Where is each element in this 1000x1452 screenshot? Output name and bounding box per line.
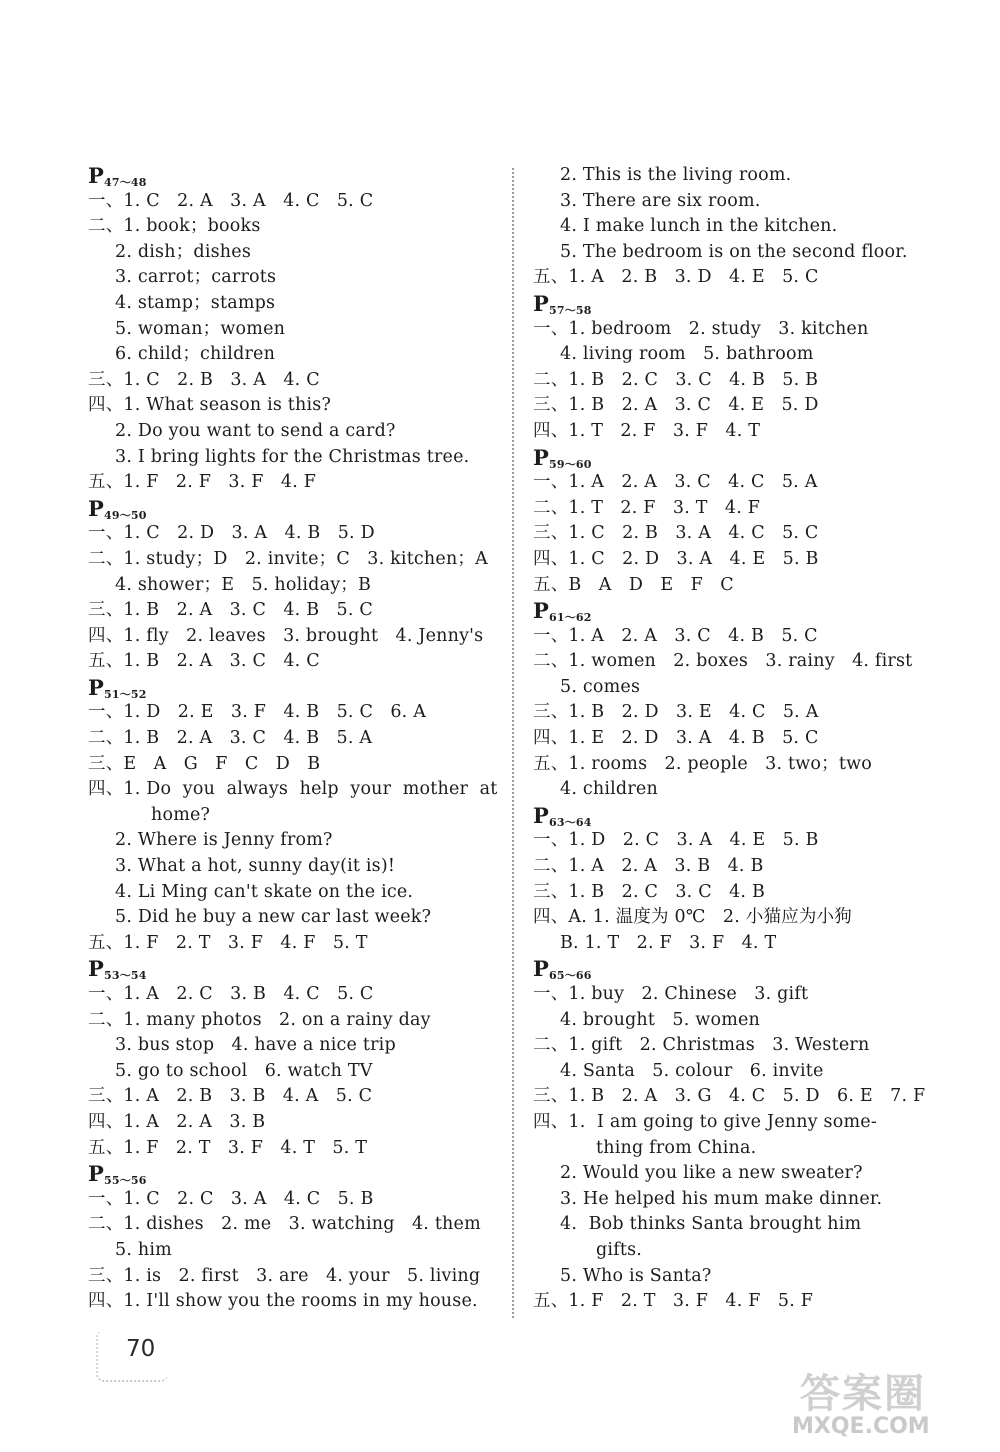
answer-line: 6. child；children: [115, 344, 276, 365]
page-range-numbers: 51～52: [104, 687, 147, 701]
watermark-logo: [792, 1362, 992, 1448]
answer-line: 4. brought 5. women: [560, 1009, 761, 1030]
answer-line: 4. shower；E 5. holiday；B: [115, 574, 372, 595]
answer-line: 五、1. F 2. T 3. F 4. T 5. T: [88, 1137, 368, 1158]
answer-line: 一、1. A 2. A 3. C 4. C 5. A: [533, 472, 818, 493]
page-range-prefix: P: [533, 598, 549, 624]
watermark-url: MXQE.COM: [792, 1414, 930, 1439]
answer-line: 四、1. I am going to give Jenny some-: [533, 1111, 877, 1132]
answer-line: 四、1. E 2. D 3. A 4. B 5. C: [533, 728, 819, 749]
answer-line: 一、1. A 2. C 3. B 4. C 5. C: [88, 984, 374, 1004]
page-range-numbers: 53～54: [104, 969, 147, 983]
page-number: 70: [126, 1336, 156, 1362]
answer-line: 二、1. A 2. A 3. B 4. B: [533, 856, 764, 877]
answer-line: 4. I make lunch in the kitchen.: [560, 216, 838, 237]
answer-line: 三、1. is 2. first 3. are 4. your 5. living: [88, 1265, 481, 1286]
answer-line: gifts.: [596, 1239, 643, 1260]
answer-line: 四、1. What season is this?: [88, 395, 332, 416]
page-range-heading: [533, 598, 963, 624]
answer-line: 一、1. C 2. D 3. A 4. B 5. D: [88, 523, 375, 544]
answer-line: 二、1. many photos 2. on a rainy day: [88, 1009, 431, 1030]
answer-line: 3. carrot；carrots: [115, 267, 277, 288]
answer-line: 五、1. F 2. F 3. F 4. F: [88, 472, 317, 493]
answer-line: 5. go to school 6. watch TV: [115, 1060, 373, 1081]
answer-line: 2. dish；dishes: [115, 241, 251, 262]
answer-line: 四、1. I'll show you the rooms in my house.: [88, 1291, 478, 1312]
answer-line: 四、A. 1. 温度为 0℃ 2. 小猫应为小狗: [533, 907, 852, 928]
page-range-prefix: P: [88, 674, 104, 700]
answer-line: 4. Li Ming can't skate on the ice.: [115, 881, 414, 902]
answer-line: 5. Who is Santa?: [560, 1265, 712, 1286]
left-answer-column: [88, 163, 508, 1315]
page-range-prefix: P: [88, 956, 104, 982]
page-range-prefix: P: [88, 495, 104, 521]
answer-line: 五、1. B 2. A 3. C 4. C: [88, 651, 320, 672]
answer-line: thing from China.: [596, 1137, 757, 1158]
page-range-heading: [88, 956, 508, 982]
answer-line: 四、1. Do you always help your mother at: [88, 779, 498, 800]
answer-line: 四、1. T 2. F 3. F 4. T: [533, 420, 761, 441]
answer-line: 五、1. A 2. B 3. D 4. E 5. C: [533, 267, 819, 288]
page-range-numbers: 55～56: [104, 1174, 147, 1188]
answer-line: 三、1. B 2. A 3. C 4. B 5. C: [88, 600, 373, 621]
answer-line: 3. bus stop 4. have a nice trip: [115, 1035, 396, 1056]
column-divider: [512, 168, 514, 1318]
page-range-prefix: P: [533, 802, 549, 828]
answer-line: 5. woman；women: [115, 318, 286, 339]
page-range-prefix: P: [88, 1161, 104, 1187]
answer-line: 4. Santa 5. colour 6. invite: [560, 1060, 824, 1081]
page-range-numbers: 63～64: [549, 815, 592, 829]
answer-line: 5. comes: [560, 676, 641, 697]
right-answer-column: [533, 163, 963, 1315]
page-range-heading: [88, 496, 508, 522]
page-range-prefix: P: [533, 956, 549, 982]
answer-line: 三、1. B 2. A 3. G 4. C 5. D 6. E 7. F: [533, 1086, 926, 1107]
answer-line: 2. Do you want to send a card?: [115, 420, 396, 441]
page-range-numbers: 57～58: [549, 303, 592, 317]
answer-line: 一、1. C 2. A 3. A 4. C 5. C: [88, 190, 374, 211]
page-range-numbers: 49～50: [104, 508, 147, 522]
answer-line: 4. Bob thinks Santa brought him: [560, 1214, 862, 1235]
answer-line: 一、1. buy 2. Chinese 3. gift: [533, 984, 809, 1004]
answer-line: 3. What a hot, sunny day(it is)!: [115, 856, 396, 877]
answer-line: 一、1. A 2. A 3. C 4. B 5. C: [533, 625, 818, 646]
answer-line: 4. children: [560, 779, 658, 800]
answer-line: 5. The bedroom is on the second floor.: [560, 241, 908, 262]
page-range-heading: [533, 445, 963, 471]
answer-line: 五、B A D E F C: [533, 574, 734, 595]
answer-line: 三、1. B 2. A 3. C 4. E 5. D: [533, 395, 819, 416]
answer-line: 2. Where is Jenny from?: [115, 830, 333, 851]
answer-line: 3. He helped his mum make dinner.: [560, 1188, 883, 1209]
page-range-prefix: P: [533, 290, 549, 316]
page-range-numbers: 65～66: [549, 969, 592, 983]
answer-line: 4. stamp；stamps: [115, 292, 276, 313]
answer-line: 5. him: [115, 1239, 172, 1260]
answer-line: 一、1. D 2. C 3. A 4. E 5. B: [533, 830, 819, 851]
answer-line: 5. Did he buy a new car last week?: [115, 907, 432, 928]
answer-line: 三、1. C 2. B 3. A 4. C 5. C: [533, 523, 819, 544]
answer-line: 三、E A G F C D B: [88, 753, 321, 774]
page-range-heading: [88, 675, 508, 701]
page-range-heading: [88, 163, 508, 189]
answer-line: 一、1. bedroom 2. study 3. kitchen: [533, 318, 869, 339]
answer-line: 二、1. B 2. C 3. C 4. B 5. B: [533, 369, 819, 390]
answer-line: 一、1. C 2. C 3. A 4. C 5. B: [88, 1188, 374, 1209]
answer-line: 二、1. gift 2. Christmas 3. Western: [533, 1035, 870, 1056]
answer-line: 四、1. C 2. D 3. A 4. E 5. B: [533, 548, 819, 569]
answer-line: 四、1. A 2. A 3. B: [88, 1111, 266, 1132]
answer-line: 二、1. women 2. boxes 3. rainy 4. first: [533, 651, 913, 672]
answer-line: 二、1. B 2. A 3. C 4. B 5. A: [88, 728, 373, 749]
answer-line: 3. I bring lights for the Christmas tree.: [115, 446, 470, 467]
page-range-numbers: 59～60: [549, 457, 592, 471]
answer-line: home?: [151, 804, 211, 825]
page-range-prefix: P: [533, 444, 549, 470]
page-range-numbers: 47～48: [104, 176, 147, 189]
answer-line: 一、1. D 2. E 3. F 4. B 5. C 6. A: [88, 702, 427, 723]
answer-line: 三、1. A 2. B 3. B 4. A 5. C: [88, 1086, 373, 1107]
answer-line: 三、1. C 2. B 3. A 4. C: [88, 369, 320, 390]
page-range-prefix: P: [88, 163, 104, 188]
answer-line: 二、1. dishes 2. me 3. watching 4. them: [88, 1214, 481, 1235]
page-range-heading: [533, 291, 963, 317]
answer-line: 4. living room 5. bathroom: [560, 344, 814, 365]
answer-line: 五、1. F 2. T 3. F 4. F 5. T: [88, 932, 368, 953]
answer-line: 二、1. book；books: [88, 216, 261, 237]
answer-line: 三、1. B 2. C 3. C 4. B: [533, 881, 766, 902]
answer-line: 四、1. fly 2. leaves 3. brought 4. Jenny's: [88, 625, 484, 646]
page-range-heading: [88, 1161, 508, 1187]
page-range-numbers: 61～62: [549, 611, 592, 625]
answer-line: 五、1. F 2. T 3. F 4. F 5. F: [533, 1291, 814, 1312]
answer-line: 三、1. B 2. D 3. E 4. C 5. A: [533, 702, 819, 723]
answer-line: 二、1. T 2. F 3. T 4. F: [533, 497, 761, 518]
answer-line: 3. There are six room.: [560, 190, 761, 211]
answer-line: 二、1. study；D 2. invite；C 3. kitchen；A: [88, 548, 488, 569]
page-range-heading: [533, 803, 963, 829]
answer-line: 五、1. rooms 2. people 3. two；two: [533, 753, 873, 774]
answer-line: 2. Would you like a new sweater?: [560, 1163, 863, 1184]
page-range-heading: [533, 956, 963, 982]
watermark-title: 答案圈: [800, 1371, 926, 1417]
answer-line: 2. This is the living room.: [560, 165, 792, 185]
answer-line: B. 1. T 2. F 3. F 4. T: [560, 932, 777, 953]
